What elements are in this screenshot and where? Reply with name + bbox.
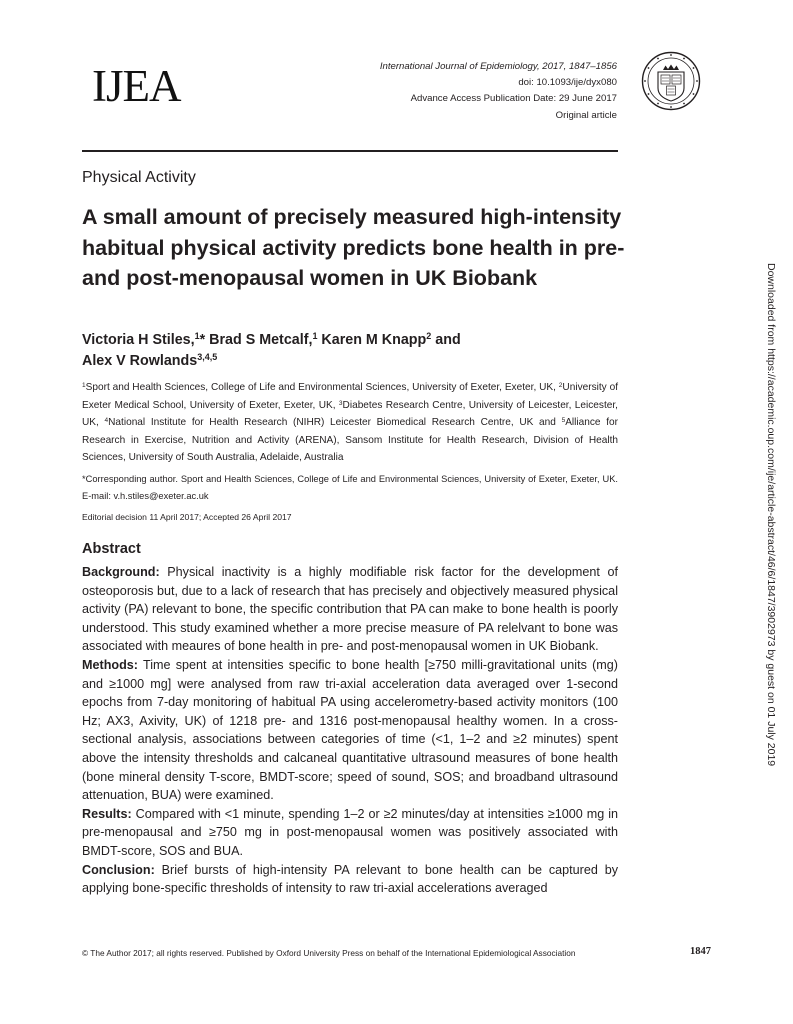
abstract-background [82,563,618,656]
affiliation-number: 1 [82,382,86,389]
download-watermark[interactable]: Downloaded from https://academic.oup.com/ije/article-abstract/46/6/1847/3902973 by guest on 01 July 2019 [765,263,777,767]
header-rule [82,150,618,152]
publication-date: Advance Access Publication Date: 29 June 2017 [410,93,617,105]
corresponding-marker: * [199,332,206,348]
affiliation-number: 2 [558,382,563,389]
author-list [82,330,622,371]
abstract-section-text: Physical inactivity is a highly modifiable risk factor for the development of osteoporosis but, due to a lack of research that has precisely and objectively measured physical activity (PA) relevant to bone, the specific contribution that PA can make to bone health is poorly understood. This study examined whether a more precise measure of PA relelvant to bone was associated with meaures of bone health in pre- and post-menopausal women in UK Biobank. [82,565,618,654]
abstract-heading: Abstract [82,541,141,557]
editorial-dates: Editorial decision 11 April 2017; Accepted 26 April 2017 [82,512,292,522]
page-number: 1847 [690,946,711,957]
affiliation-text: University of Exeter Medical School, University of Exeter, Exeter, UK, [82,382,619,411]
article-category: Physical Activity [82,169,196,186]
journal-info [380,59,617,124]
affiliation-ref: 2 [426,331,432,341]
affiliation-text: Sport and Health Sciences, College of Life and Environmental Sciences, University of Exeter, Exeter, UK, [85,382,556,393]
copyright-notice: © The Author 2017; all rights reserved. Published by Oxford University Press on behalf of the International Epidemiological Association [82,948,576,958]
affiliation-text: National Institute for Health Research (NIHR) Leicester Biomedical Research Centre, UK and [108,417,556,429]
article-title: A small amount of precisely measured high-intensity habitual physical activity predicts bone health in pre- and post-menopausal women in UK Biobank [82,205,625,290]
article-type: Original article [555,109,617,121]
author-name[interactable]: Victoria H Stiles, [82,332,195,348]
abstract-section-text: Time spent at intensities specific to bone health [≥750 milli-gravitational units (mg) and ≥1000 mg] were analysed from raw tri-axial acceleration data averaged over 1-second epochs from 7-day monitoring of habitual PA using accelerometry-based activity monitors (100 Hz; AX3, Axivity, UK) of 1218 pre- and 1316 post-menopausal healthy women. In a cross-sectional analysis, associations between categories of time (<1, 1–2 and ≥2 minutes) spent above the intensity thresholds and calcaneal quantitative ultrasound measures of bone health (bone mineral density T-score, BMDT-score; speed of sound, SOS; and broadband ultrasound attenuation, BUA) were examined. [82,657,618,803]
author-name[interactable]: Karen M Knapp [317,332,427,348]
corresponding-author: *Corresponding author. Sport and Health Sciences, College of Life and Environmental Sciences, University of Exeter, Exeter, UK. E-mail: v.h.stiles@exeter.ac.uk [82,474,618,501]
affiliation-text: Diabetes Research Centre, University of Leicester, Leicester, UK, [82,399,618,429]
affiliation-number: 3 [338,399,343,407]
abstract-section-text: Compared with <1 minute, spending 1–2 or ≥2 minutes/day at intensities ≥1000 mg in pre-menopausal and ≥750 mg in post-menopausal women was positively associated with BMDT-score, SOS and BUA. [82,806,618,858]
affiliations [82,379,618,467]
abstract-section-text: Brief bursts of high-intensity PA relevant to bone health can be captured by applying bone-specific thresholds of intensity to raw tri-axial accelerations averaged [82,862,618,896]
abstract-section-label: Methods: [82,657,138,672]
abstract-results [82,805,618,861]
affiliation-number: 4 [104,417,109,425]
abstract-section-label: Conclusion: [82,862,155,877]
affiliation-number: 5 [561,417,566,425]
doi[interactable]: doi: 10.1093/ije/dyx080 [518,77,617,89]
abstract-body [82,563,618,898]
journal-logo: IJEA [92,61,181,111]
affiliation-ref: 1 [194,331,200,341]
journal-citation: International Journal of Epidemiology, 2017, 1847–1856 [379,61,617,72]
author-conjunction: and [431,332,461,348]
abstract-section-label: Background: [82,565,160,579]
author-name[interactable]: Alex V Rowlands [82,352,198,369]
university-seal-icon [641,51,701,111]
author-name[interactable]: Brad S Metcalf, [205,332,313,348]
affiliation-ref: 3,4,5 [197,351,218,362]
affiliation-text: Alliance for Research in Exercise, Nutrition and Activity (ARENA), Sansom Institute for Health Research, Division of Health Sciences, University of South Australia, Adelaide, Australia [82,417,618,464]
abstract-section-label: Results: [82,806,132,821]
abstract-conclusion [82,861,618,898]
affiliation-ref: 1 [312,331,318,341]
abstract-methods [82,656,618,805]
